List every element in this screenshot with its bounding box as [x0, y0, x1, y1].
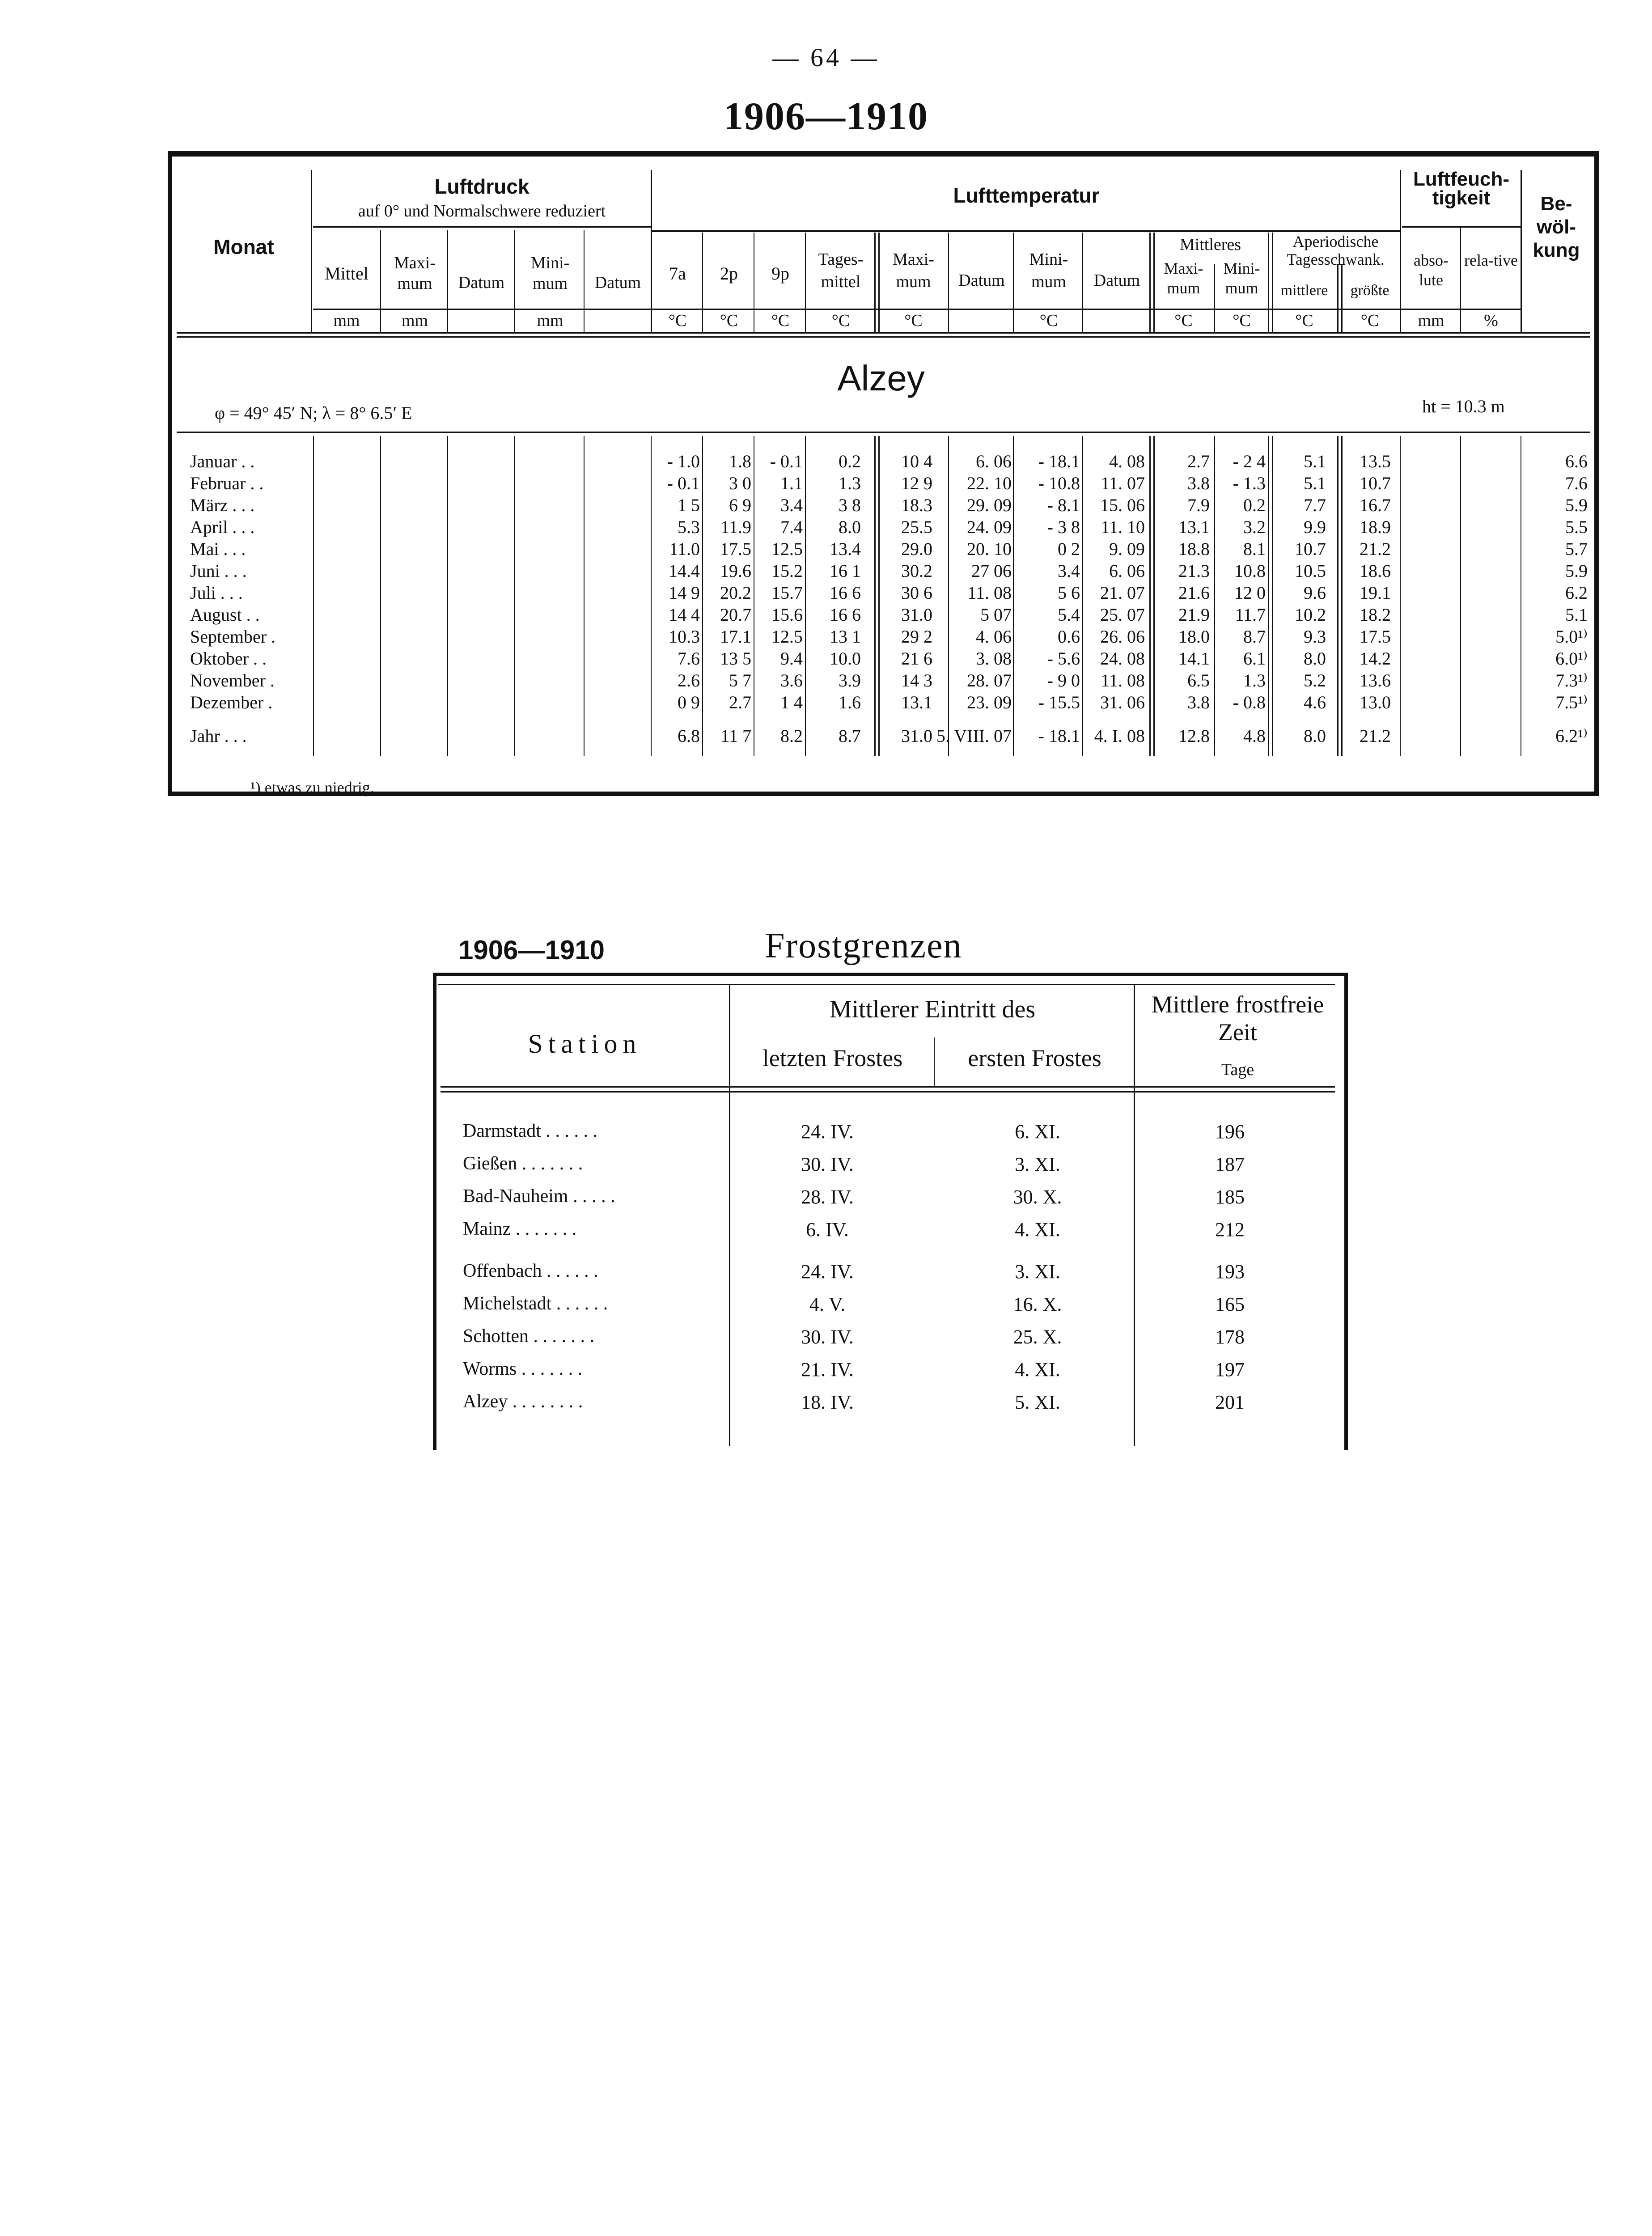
cell-min: 5 6 — [1058, 583, 1080, 603]
cell-t7a: 1 5 — [678, 495, 700, 515]
unit-9p: °C — [771, 311, 790, 330]
cell-t2p: 11 7 — [720, 726, 751, 746]
cell-t7a: 7.6 — [678, 648, 700, 669]
cell-t2p: 6 9 — [729, 495, 751, 515]
cell-amax: 10.7 — [1360, 473, 1391, 493]
frost-station: Schotten . . . . . . . — [463, 1326, 594, 1347]
cell-mean: 3.9 — [839, 670, 861, 690]
cell-max: 25.5 — [901, 517, 932, 537]
cell-max-date: 20. 10 — [967, 539, 1012, 559]
unit-rel: % — [1484, 311, 1498, 330]
frost-last: 21. IV. — [801, 1359, 854, 1381]
cell-max-date: 3. 08 — [976, 648, 1012, 669]
cell-min-date: 4. 08 — [1109, 451, 1145, 471]
cell-mmin: 10.8 — [1234, 561, 1266, 581]
frost-first: 30. X. — [1013, 1186, 1062, 1208]
month-label: Oktober . . — [190, 648, 267, 669]
cell-t9p: 1 4 — [780, 692, 803, 712]
divider — [177, 332, 1590, 334]
cell-max-date: 27 06 — [971, 561, 1012, 581]
cell-max-date: 4. 06 — [976, 627, 1012, 647]
cell-amax: 14.2 — [1360, 648, 1391, 669]
frost-first: 4. XI. — [1015, 1219, 1060, 1241]
cell-mmin: 6.1 — [1243, 648, 1266, 669]
cell-min-date: 26. 06 — [1100, 627, 1145, 647]
month-label: März . . . — [190, 495, 255, 515]
cell-mmax: 21.6 — [1178, 583, 1210, 603]
cell-min: - 15.5 — [1038, 692, 1080, 712]
cell-t2p: 19.6 — [720, 561, 751, 581]
header-minimum-temp: Mini-mum — [1029, 250, 1068, 291]
cell-amean: 5.1 — [1304, 451, 1326, 471]
cell-t7a: 2.6 — [678, 670, 700, 690]
cell-mmax: 3.8 — [1187, 692, 1210, 712]
header-7a: 7a — [669, 263, 686, 284]
cell-max-date: 23. 09 — [967, 692, 1012, 712]
cell-min: - 9 0 — [1047, 670, 1080, 690]
cell-cloud: 6.0¹⁾ — [1555, 648, 1588, 669]
cell-mmin: - 2 4 — [1233, 451, 1266, 471]
cell-mean: 10.0 — [830, 648, 861, 669]
frost-first: 5. XI. — [1015, 1391, 1060, 1413]
cell-t9p: 15.2 — [771, 561, 803, 581]
divider — [1402, 226, 1521, 228]
cell-max: 29.0 — [901, 539, 932, 559]
station-coords: φ = 49° 45′ N; λ = 8° 6.5′ E — [215, 403, 412, 423]
frost-last: 18. IV. — [801, 1391, 854, 1413]
frost-days: 201 — [1215, 1391, 1245, 1413]
unit-amean: °C — [1295, 311, 1313, 330]
header-ersten-frostes: ersten Frostes — [968, 1045, 1101, 1071]
frost-days: 196 — [1215, 1121, 1245, 1143]
cell-t7a: - 1.0 — [667, 451, 700, 471]
cell-t9p: 3.4 — [780, 495, 803, 515]
header-tagesmittel: Tages-mittel — [818, 250, 864, 291]
cell-mmax: 21.9 — [1178, 605, 1210, 625]
cell-t9p: 12.5 — [771, 627, 803, 647]
cell-min-date: 11. 07 — [1101, 473, 1145, 493]
cell-cloud: 7.6 — [1565, 473, 1588, 493]
cell-min-date: 11. 08 — [1101, 670, 1145, 690]
cell-min: - 18.1 — [1038, 726, 1080, 746]
cell-max-date: 24. 09 — [967, 517, 1012, 537]
cell-amean: 10.2 — [1295, 605, 1326, 625]
cell-amax: 13.0 — [1360, 692, 1391, 712]
month-label: Juni . . . — [190, 561, 247, 581]
frost-first: 6. XI. — [1015, 1121, 1060, 1143]
header-bewolkung: Be-wöl-kung — [1533, 193, 1580, 261]
cell-amean: 8.0 — [1304, 648, 1326, 669]
cell-mmax: 18.0 — [1178, 627, 1210, 647]
cell-mmin: 8.7 — [1243, 627, 1266, 647]
cell-amean: 5.1 — [1304, 473, 1326, 493]
header-mittleres: Mittleres — [1179, 235, 1241, 254]
header-luftdruck: Luftdruck — [434, 175, 529, 198]
frost-first: 16. X. — [1013, 1293, 1062, 1315]
header-aperiodische: Aperiodische Tagesschwank. — [1287, 233, 1385, 268]
cell-mmax: 21.3 — [1178, 561, 1210, 581]
unit-min: mm — [537, 311, 563, 330]
cell-amean: 9.3 — [1304, 627, 1326, 647]
header-luftfeuchtigkeit: Luftfeuch-tigkeit — [1413, 168, 1510, 209]
cell-t2p: 1.8 — [729, 451, 751, 471]
unit-max: mm — [401, 311, 428, 330]
cell-mmin: 8.1 — [1243, 539, 1266, 559]
frost-station: Mainz . . . . . . . — [463, 1219, 577, 1239]
cell-amax: 18.6 — [1360, 561, 1391, 581]
cell-cloud: 5.0¹⁾ — [1555, 627, 1588, 647]
cell-mmin: 12 0 — [1234, 583, 1266, 603]
cell-min: - 5.6 — [1047, 648, 1080, 669]
unit-mmin: °C — [1233, 311, 1251, 330]
cell-cloud: 5.1 — [1565, 605, 1588, 625]
cell-mean: 16 6 — [830, 583, 861, 603]
cell-amax: 18.2 — [1360, 605, 1391, 625]
unit-mmax: °C — [1174, 311, 1193, 330]
cell-min-date: 6. 06 — [1109, 561, 1145, 581]
cell-amax: 13.5 — [1360, 451, 1391, 471]
cell-mmax: 12.8 — [1178, 726, 1210, 746]
cell-mean: 1.3 — [839, 473, 861, 493]
cell-max: 31.0 — [901, 726, 932, 746]
cell-cloud: 6.2¹⁾ — [1555, 726, 1588, 746]
page-number: — 64 — — [772, 43, 880, 72]
cell-mmax: 6.5 — [1187, 670, 1210, 690]
header-mittl-max: Maxi-mum — [1164, 259, 1203, 297]
cell-amax: 21.2 — [1360, 539, 1391, 559]
cell-max: 29 2 — [901, 627, 932, 647]
unit-amax: °C — [1360, 311, 1379, 330]
month-label: Dezember . — [190, 692, 273, 712]
cell-mmax: 3.8 — [1187, 473, 1210, 493]
cell-cloud: 5.5 — [1565, 517, 1588, 537]
header-groesste: größte — [1350, 282, 1389, 299]
header-tage: Tage — [1221, 1060, 1254, 1079]
cell-mmin: - 0.8 — [1233, 692, 1266, 712]
divider — [651, 230, 1400, 232]
cell-cloud: 5.9 — [1565, 561, 1588, 581]
station-height: ht = 10.3 m — [1422, 396, 1505, 416]
cell-t9p: 12.5 — [771, 539, 803, 559]
divider — [177, 336, 1590, 338]
cell-min-date: 15. 06 — [1100, 495, 1145, 515]
month-label: November . — [190, 670, 275, 690]
cell-t9p: 8.2 — [780, 726, 803, 746]
frost-first: 3. XI. — [1015, 1261, 1060, 1283]
cell-t9p: 15.6 — [771, 605, 803, 625]
cell-max: 12 9 — [901, 473, 932, 493]
cell-t7a: 14.4 — [669, 561, 700, 581]
header-luftdruck-sub: auf 0° und Normalschwere reduziert — [358, 202, 606, 220]
station-name: Alzey — [837, 358, 925, 398]
cell-max: 10 4 — [901, 451, 932, 471]
cell-mmax: 13.1 — [1178, 517, 1210, 537]
header-mittlere: mittlere — [1280, 282, 1328, 299]
frost-station: Alzey . . . . . . . . — [463, 1391, 583, 1412]
cell-t7a: 0 9 — [678, 692, 700, 712]
frost-last: 24. IV. — [801, 1121, 854, 1143]
cell-mean: 13 1 — [830, 627, 861, 647]
cell-t2p: 20.7 — [720, 605, 751, 625]
cell-min: - 10.8 — [1038, 473, 1080, 493]
header-absolute: abso-lute — [1414, 251, 1449, 289]
cell-max: 21 6 — [901, 648, 932, 669]
month-label: September . — [190, 627, 276, 647]
frost-days: 197 — [1215, 1359, 1245, 1381]
cell-t2p: 11.9 — [720, 517, 751, 537]
month-label: August . . — [190, 605, 260, 625]
cell-t9p: 3.6 — [780, 670, 803, 690]
cell-mean: 16 6 — [830, 605, 861, 625]
header-mittlerer-eintritt: Mittlerer Eintritt des — [829, 995, 1036, 1023]
month-label: Januar . . — [190, 451, 255, 471]
unit-tmin: °C — [1039, 311, 1058, 330]
frost-days: 185 — [1215, 1186, 1245, 1208]
header-maximum-temp: Maxi-mum — [893, 250, 934, 291]
cell-t7a: 14 4 — [669, 605, 700, 625]
cell-max-date: 5. VIII. 07 — [936, 726, 1012, 746]
header-mittl-min: Mini-mum — [1223, 259, 1260, 297]
frost-last: 30. IV. — [801, 1153, 854, 1175]
cell-min: 3.4 — [1058, 561, 1080, 581]
cell-mean: 8.7 — [839, 726, 861, 746]
cell-mmin: - 1.3 — [1233, 473, 1266, 493]
month-label: Jahr . . . — [190, 726, 247, 746]
cell-t9p: 1.1 — [780, 473, 803, 493]
frost-station: Worms . . . . . . . — [463, 1359, 583, 1379]
month-label: April . . . — [190, 517, 255, 537]
cell-min-date: 31. 06 — [1100, 692, 1145, 712]
cell-min: - 3 8 — [1047, 517, 1080, 537]
unit-mittel: mm — [333, 311, 360, 330]
unit-7a: °C — [668, 311, 687, 330]
cell-max-date: 22. 10 — [967, 473, 1012, 493]
cell-min: - 18.1 — [1038, 451, 1080, 471]
header-relative: rela-tive — [1464, 251, 1518, 269]
header-letzten-frostes: letzten Frostes — [762, 1045, 903, 1071]
header-maximum: Maxi-mum — [394, 254, 436, 293]
cell-t7a: 14 9 — [669, 583, 700, 603]
cell-t2p: 17.1 — [720, 627, 751, 647]
header-mittel: Mittel — [325, 263, 369, 284]
cell-cloud: 5.9 — [1565, 495, 1588, 515]
cell-amean: 4.6 — [1304, 692, 1326, 712]
cell-amax: 21.2 — [1360, 726, 1391, 746]
cell-max-date: 28. 07 — [967, 670, 1012, 690]
cell-mmin: 11.7 — [1235, 605, 1266, 625]
cell-t2p: 13 5 — [720, 648, 751, 669]
cell-max-date: 5 07 — [980, 605, 1012, 625]
cell-max: 14 3 — [901, 670, 932, 690]
unit-mean: °C — [831, 311, 850, 330]
cell-t9p: 15.7 — [771, 583, 803, 603]
frost-days: 178 — [1215, 1326, 1245, 1348]
header-9p: 9p — [771, 263, 789, 284]
frost-station: Michelstadt . . . . . . — [463, 1293, 608, 1314]
cell-t7a: 11.0 — [669, 539, 700, 559]
cell-cloud: 5.7 — [1565, 539, 1588, 559]
cell-mmin: 4.8 — [1243, 726, 1266, 746]
frost-last: 28. IV. — [801, 1186, 854, 1208]
cell-min: 5.4 — [1058, 605, 1080, 625]
frost-last: 4. V. — [809, 1293, 846, 1315]
footnote: ¹) etwas zu niedrig. — [250, 779, 374, 796]
frost-days: 165 — [1215, 1293, 1245, 1315]
cell-cloud: 6.6 — [1565, 451, 1588, 471]
cell-min: 0 2 — [1058, 539, 1080, 559]
cell-amax: 16.7 — [1360, 495, 1391, 515]
frost-period: 1906—1910 — [458, 935, 605, 965]
frost-days: 187 — [1215, 1153, 1245, 1175]
cell-max: 18.3 — [901, 495, 932, 515]
cell-min-date: 9. 09 — [1109, 539, 1145, 559]
cell-t7a: 6.8 — [678, 726, 700, 746]
cell-amean: 10.7 — [1295, 539, 1326, 559]
cell-max: 30 6 — [901, 583, 932, 603]
cell-t7a: 10.3 — [669, 627, 700, 647]
month-label: Juli . . . — [190, 583, 243, 603]
header-lufttemperatur: Lufttemperatur — [953, 184, 1100, 207]
cell-cloud: 7.3¹⁾ — [1555, 670, 1588, 690]
cell-mmin: 1.3 — [1243, 670, 1266, 690]
header-monat: Monat — [213, 235, 274, 258]
header-datum-min: Datum — [594, 273, 641, 292]
cell-mean: 8.0 — [839, 517, 861, 537]
cell-amean: 10.5 — [1295, 561, 1326, 581]
cell-amax: 18.9 — [1360, 517, 1391, 537]
cell-t9p: 9.4 — [780, 648, 803, 669]
cell-t2p: 17.5 — [720, 539, 751, 559]
cell-t2p: 5 7 — [729, 670, 751, 690]
cell-min-date: 24. 08 — [1100, 648, 1145, 669]
cell-t7a: 5.3 — [678, 517, 700, 537]
frost-station: Gießen . . . . . . . — [463, 1153, 583, 1174]
cell-mean: 1.6 — [839, 692, 861, 712]
month-label: Februar . . — [190, 473, 264, 493]
cell-mmin: 3.2 — [1243, 517, 1266, 537]
header-datum-max: Datum — [458, 273, 505, 292]
frost-first: 3. XI. — [1015, 1153, 1060, 1175]
cell-min-date: 25. 07 — [1100, 605, 1145, 625]
page-title: 1906—1910 — [724, 95, 928, 138]
frost-station: Darmstadt . . . . . . — [463, 1121, 597, 1141]
cell-amean: 8.0 — [1304, 726, 1326, 746]
cell-t9p: - 0.1 — [770, 451, 803, 471]
cell-mmax: 14.1 — [1178, 648, 1210, 669]
cell-cloud: 6.2 — [1565, 583, 1588, 603]
unit-2p: °C — [720, 311, 738, 330]
cell-amax: 19.1 — [1360, 583, 1391, 603]
divider — [177, 432, 1590, 433]
cell-t2p: 3 0 — [729, 473, 751, 493]
cell-mean: 16 1 — [830, 561, 861, 581]
cell-max-date: 29. 09 — [967, 495, 1012, 515]
cell-max-date: 6. 06 — [976, 451, 1012, 471]
frost-days: 193 — [1215, 1261, 1245, 1283]
cell-amean: 9.9 — [1304, 517, 1326, 537]
cell-min-date: 11. 10 — [1101, 517, 1145, 537]
header-frostfreie-zeit: Mittlere frostfreie Zeit — [1151, 991, 1324, 1046]
frost-days: 212 — [1215, 1219, 1245, 1241]
cell-max-date: 11. 08 — [967, 583, 1012, 603]
cell-mmax: 2.7 — [1187, 451, 1210, 471]
cell-min: 0.6 — [1058, 627, 1080, 647]
cell-amean: 5.2 — [1304, 670, 1326, 690]
cell-mmax: 18.8 — [1178, 539, 1210, 559]
header-datum-tmin: Datum — [1093, 271, 1140, 290]
cell-t2p: 2.7 — [729, 692, 751, 712]
divider — [313, 226, 651, 228]
cell-min-date: 4. I. 08 — [1094, 726, 1145, 746]
header-station: Station — [528, 1029, 642, 1059]
cell-mean: 3 8 — [839, 495, 861, 515]
cell-t7a: - 0.1 — [667, 473, 700, 493]
cell-t2p: 20.2 — [720, 583, 751, 603]
cell-amean: 9.6 — [1304, 583, 1326, 603]
cell-amax: 13.6 — [1360, 670, 1391, 690]
cell-mean: 13.4 — [830, 539, 861, 559]
frost-last: 30. IV. — [801, 1326, 854, 1348]
frost-first: 4. XI. — [1015, 1359, 1060, 1381]
unit-tmax: °C — [904, 311, 923, 330]
cell-cloud: 7.5¹⁾ — [1555, 692, 1588, 712]
cell-mean: 0.2 — [839, 451, 861, 471]
cell-min-date: 21. 07 — [1100, 583, 1145, 603]
cell-max: 31.0 — [901, 605, 932, 625]
cell-max: 13.1 — [901, 692, 932, 712]
cell-min: - 8.1 — [1047, 495, 1080, 515]
frost-title: Frostgrenzen — [765, 926, 962, 966]
frost-station: Offenbach . . . . . . — [463, 1261, 598, 1281]
cell-t9p: 7.4 — [780, 517, 803, 537]
header-2p: 2p — [720, 263, 738, 284]
frost-last: 24. IV. — [801, 1261, 854, 1283]
month-label: Mai . . . — [190, 539, 246, 559]
cell-amean: 7.7 — [1304, 495, 1326, 515]
header-minimum: Mini-mum — [530, 254, 570, 293]
cell-max: 30.2 — [901, 561, 932, 581]
frost-last: 6. IV. — [806, 1219, 849, 1241]
header-datum-tmax: Datum — [958, 271, 1005, 290]
frost-first: 25. X. — [1013, 1326, 1062, 1348]
cell-amax: 17.5 — [1360, 627, 1391, 647]
cell-mmin: 0.2 — [1243, 495, 1266, 515]
frost-station: Bad-Nauheim . . . . . — [463, 1186, 615, 1207]
unit-abs: mm — [1418, 311, 1444, 330]
cell-mmax: 7.9 — [1187, 495, 1210, 515]
